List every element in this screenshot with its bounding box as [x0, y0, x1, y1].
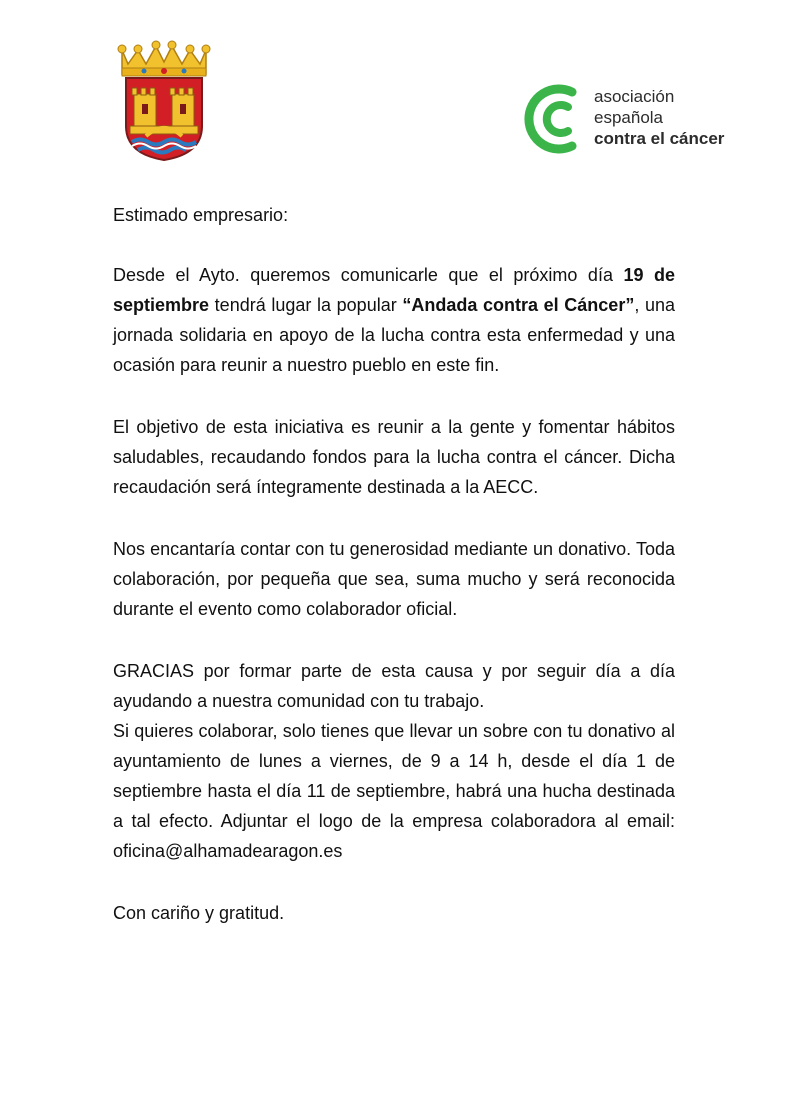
paragraph-thanks: GRACIAS por formar parte de esta causa y por seguir día a día ayudando a nuestra comunidad con tu trabajo.: [113, 661, 675, 711]
letter-body: [113, 200, 675, 928]
event-name: “Andada contra el Cáncer”: [402, 295, 635, 315]
paragraph-donation: Nos encantaría contar con tu generosidad mediante un donativo. Toda colaboración, por pequeña que sea, suma mucho y será reconocida durante el evento como colaborador oficial.: [113, 539, 675, 619]
aecc-line-2: española: [594, 108, 664, 127]
paragraph-announcement: [113, 260, 675, 380]
closing: Con cariño y gratitud.: [113, 903, 285, 923]
event-date: 19 de septiembre: [113, 265, 676, 315]
crown-icon: [118, 41, 210, 76]
aecc-logo: [524, 80, 724, 158]
greeting: Estimado empresario:: [113, 205, 289, 225]
aecc-line-1: asociación: [594, 87, 675, 106]
aecc-line-3: contra el cáncer: [594, 129, 725, 148]
paragraph-objective: El objetivo de esta iniciativa es reunir a la gente y fomentar hábitos saludables, recaudando fondos para la lucha contra el cáncer. Dicha recaudación será íntegramente destinada a la AECC.: [113, 417, 675, 497]
aecc-symbol-icon: [524, 80, 586, 158]
paragraph-instructions: Si quieres colaborar, solo tienes que llevar un sobre con tu donativo al ayuntamiento de lunes a viernes, de 9 a 14 h, desde el día 1 de septiembre hasta el día 11 de septiembre, habrá una hucha destinada a tal efecto. Adjuntar el logo de la empresa colaboradora al email: oficina@alhamadearagon.es: [113, 721, 675, 861]
announcement-text-a: Desde el Ayto. queremos comunicarle que el próximo día: [113, 265, 624, 285]
announcement-text-c: , una jornada solidaria en apoyo de la lucha contra esta enfermedad y una ocasión para reunir a nuestro pueblo en este fin.: [113, 295, 675, 375]
coat-of-arms-logo: [112, 40, 216, 162]
announcement-text-b: tendrá lugar la popular: [209, 295, 403, 315]
